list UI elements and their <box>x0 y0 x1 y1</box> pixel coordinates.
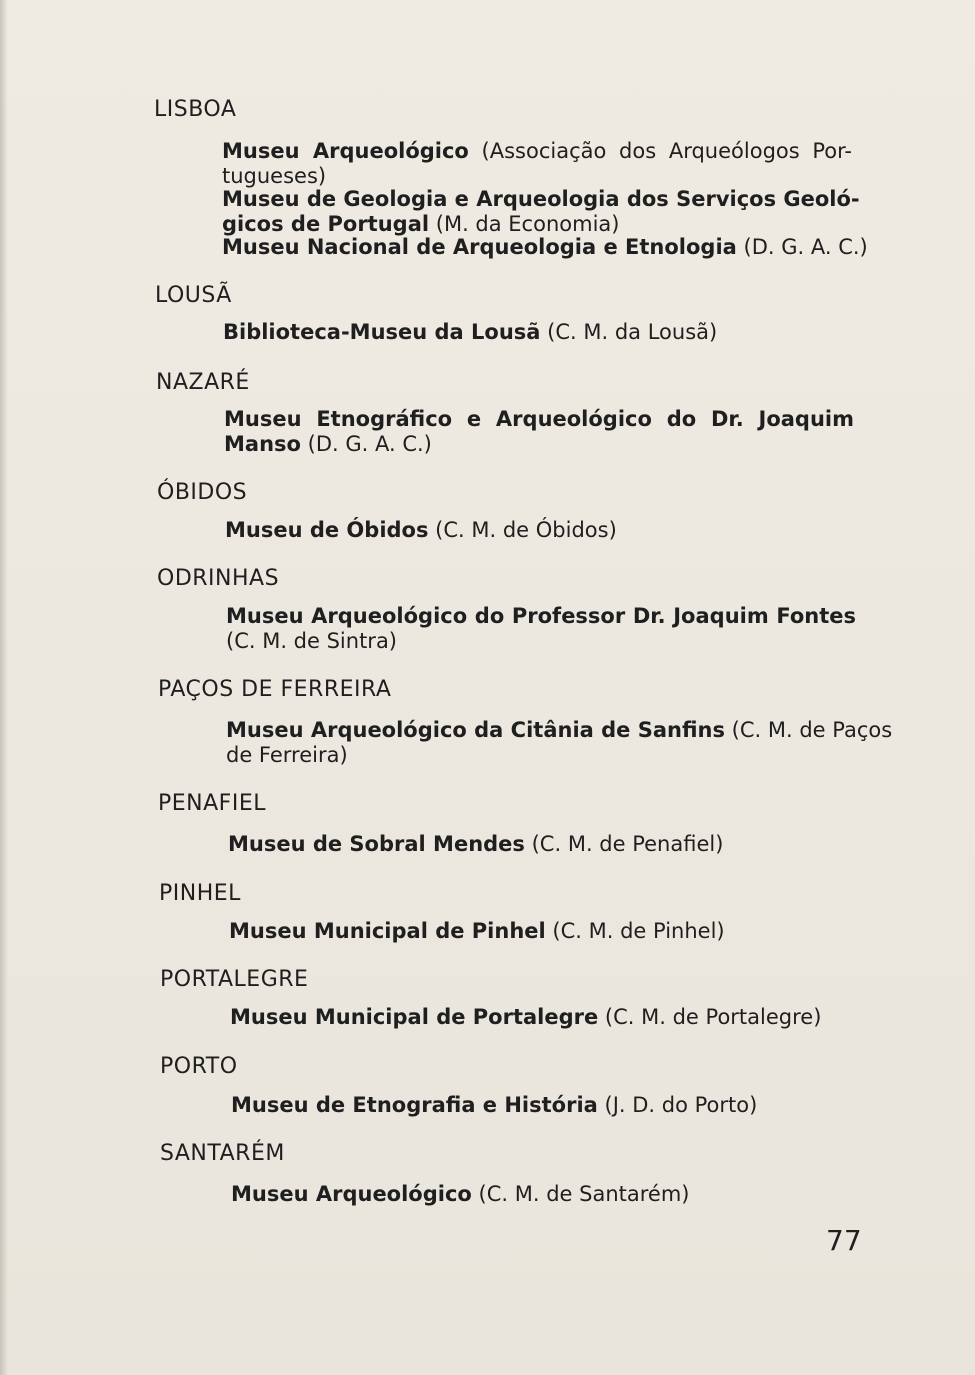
museum-authority: (C. M. de Óbidos) <box>428 518 617 542</box>
place-heading-santarem: SANTARÉM <box>160 1141 285 1166</box>
museum-entry-lisboa-1 <box>222 139 852 188</box>
museum-authority: (C. M. de Santarém) <box>471 1182 690 1206</box>
museum-entry-penafiel <box>228 832 723 857</box>
museum-entry-lisboa-3 <box>222 235 868 260</box>
entry-line <box>222 139 852 164</box>
place-heading-lisboa: LISBOA <box>154 97 237 122</box>
museum-entry-obidos <box>225 518 617 543</box>
place-heading-porto: PORTO <box>160 1054 238 1079</box>
place-heading-pacos-de-ferreira: PAÇOS DE FERREIRA <box>158 677 392 702</box>
museum-authority-continued: tugueses) <box>222 163 327 188</box>
museum-entry-pinhel <box>229 919 725 944</box>
place-heading-odrinhas: ODRINHAS <box>157 566 280 591</box>
place-heading-penafiel: PENAFIEL <box>158 791 266 816</box>
museum-authority: (M. da Economia) <box>429 211 620 236</box>
museum-name: Museu Arqueológico <box>231 1182 472 1206</box>
museum-authority: (C. M. de Sintra) <box>226 628 398 653</box>
place-heading-nazare: NAZARÉ <box>156 370 250 395</box>
page-number: 77 <box>826 1224 862 1257</box>
museum-entry-odrinhas <box>226 604 856 653</box>
museum-name: Museu Etnográfico e Arqueológico do Dr. Joaquim <box>224 407 854 431</box>
place-heading-portalegre: PORTALEGRE <box>160 967 309 992</box>
museum-authority: (C. M. de Paços <box>724 718 893 742</box>
museum-name: Biblioteca-Museu da Lousã <box>223 320 541 344</box>
museum-authority-continued: de Ferreira) <box>226 742 348 767</box>
place-heading-pinhel: PINHEL <box>159 881 241 906</box>
museum-name: Museu de Sobral Mendes <box>228 832 525 856</box>
museum-name: Museu de Geologia e Arqueologia dos Serviços Geoló- <box>222 187 860 211</box>
museum-name: Museu Arqueológico <box>222 139 469 163</box>
museum-name: Museu Nacional de Arqueologia e Etnologia <box>222 235 737 259</box>
museum-entry-pacos-de-ferreira <box>226 718 893 767</box>
place-heading-obidos: ÓBIDOS <box>157 480 248 505</box>
museum-entry-portalegre <box>230 1005 821 1030</box>
museum-entry-porto <box>231 1093 757 1118</box>
museum-authority: (Associação dos Arqueólogos Por- <box>468 139 853 163</box>
museum-name: Museu de Óbidos <box>225 518 429 542</box>
museum-authority: (C. M. de Pinhel) <box>545 919 725 943</box>
page-edge-shadow <box>0 0 8 1375</box>
museum-entry-lousa <box>223 320 717 345</box>
museum-name: Museu Municipal de Portalegre <box>230 1005 599 1029</box>
museum-entry-nazare <box>224 407 854 456</box>
museum-name-continued: Manso <box>224 431 301 456</box>
museum-authority: (J. D. do Porto) <box>597 1093 758 1117</box>
museum-name-continued: gicos de Portugal <box>222 211 430 236</box>
museum-authority: (C. M. de Portalegre) <box>598 1005 822 1029</box>
museum-authority: (D. G. A. C.) <box>300 431 432 456</box>
museum-authority: (D. G. A. C.) <box>736 235 868 259</box>
place-heading-lousa: LOUSÃ <box>155 283 232 308</box>
museum-authority: (C. M. da Lousã) <box>540 320 718 344</box>
museum-authority: (C. M. de Penafiel) <box>524 832 724 856</box>
museum-entry-santarem <box>231 1182 689 1207</box>
museum-name: Museu de Etnografia e História <box>231 1093 598 1117</box>
museum-name: Museu Arqueológico do Professor Dr. Joaquim Fontes <box>226 604 856 628</box>
museum-name: Museu Arqueológico da Citânia de Sanfins <box>226 718 725 742</box>
museum-entry-lisboa-2 <box>222 187 860 236</box>
museum-name: Museu Municipal de Pinhel <box>229 919 546 943</box>
entry-line <box>226 718 893 743</box>
